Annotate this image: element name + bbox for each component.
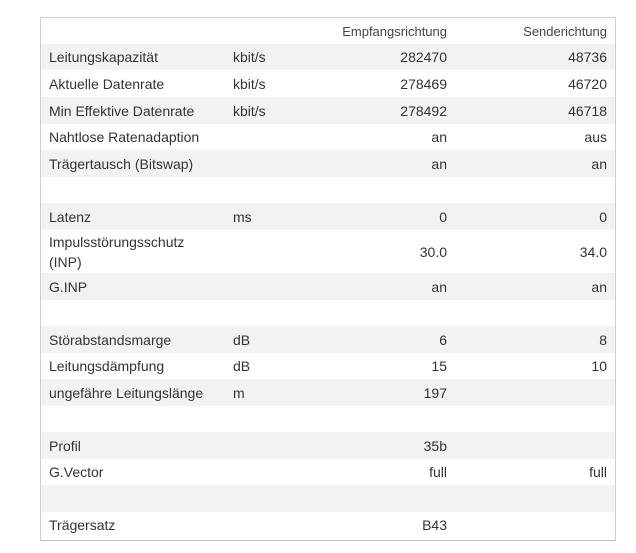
row-label: Impulsstörungsschutz (INP) (41, 230, 225, 273)
row-label: Trägertausch (Bitswap) (41, 150, 225, 177)
row-downstream-value (315, 406, 455, 432)
row-label: Profil (41, 432, 225, 459)
row-unit (225, 273, 315, 300)
row-unit (225, 300, 315, 326)
table-row (41, 44, 615, 70)
row-upstream-value (455, 512, 615, 538)
column-header-downstream: Empfangsrichtung (315, 18, 455, 44)
row-unit (225, 150, 315, 177)
table-row (41, 512, 615, 538)
row-unit: kbit/s (225, 70, 315, 97)
row-upstream-value: full (455, 459, 615, 485)
row-upstream-value (455, 406, 615, 432)
row-downstream-value: 278492 (315, 97, 455, 124)
row-upstream-value: 34.0 (455, 230, 615, 273)
row-unit (225, 230, 315, 273)
table-spacer-row (41, 485, 615, 512)
row-downstream-value: an (315, 150, 455, 177)
row-unit (225, 512, 315, 538)
row-unit: dB (225, 353, 315, 379)
row-downstream-value: full (315, 459, 455, 485)
row-upstream-value (455, 177, 615, 203)
row-downstream-value: 282470 (315, 44, 455, 70)
dsl-stats-table (41, 18, 615, 538)
row-unit (225, 432, 315, 459)
row-unit: m (225, 379, 315, 406)
table-row (41, 203, 615, 230)
row-upstream-value: 0 (455, 203, 615, 230)
row-upstream-value (455, 379, 615, 406)
table-spacer-row (41, 406, 615, 432)
row-upstream-value: an (455, 150, 615, 177)
row-downstream-value: 15 (315, 353, 455, 379)
row-downstream-value (315, 485, 455, 512)
row-unit: dB (225, 326, 315, 353)
row-upstream-value (455, 432, 615, 459)
table-header-row (41, 18, 615, 44)
row-label: Min Effektive Datenrate (41, 97, 225, 124)
table-row (41, 432, 615, 459)
row-downstream-value (315, 300, 455, 326)
row-unit (225, 406, 315, 432)
table-spacer-row (41, 300, 615, 326)
column-header-unit (225, 18, 315, 44)
table-row (41, 326, 615, 353)
row-upstream-value: 8 (455, 326, 615, 353)
row-downstream-value: 197 (315, 379, 455, 406)
row-unit: ms (225, 203, 315, 230)
row-label: G.INP (41, 273, 225, 300)
row-upstream-value: 46720 (455, 70, 615, 97)
table-row (41, 230, 615, 273)
column-header-label (41, 18, 225, 44)
row-label (41, 177, 225, 203)
table-row (41, 379, 615, 406)
row-unit (225, 124, 315, 150)
table-row (41, 150, 615, 177)
row-upstream-value: 10 (455, 353, 615, 379)
row-downstream-value: 6 (315, 326, 455, 353)
row-downstream-value: B43 (315, 512, 455, 538)
row-unit: kbit/s (225, 44, 315, 70)
row-upstream-value: 48736 (455, 44, 615, 70)
row-downstream-value: an (315, 124, 455, 150)
column-header-upstream: Senderichtung (455, 18, 615, 44)
row-label (41, 485, 225, 512)
dsl-line-info-panel (40, 17, 616, 541)
row-downstream-value: 30.0 (315, 230, 455, 273)
row-downstream-value: 0 (315, 203, 455, 230)
row-downstream-value: an (315, 273, 455, 300)
row-unit (225, 177, 315, 203)
row-upstream-value (455, 485, 615, 512)
table-spacer-row (41, 177, 615, 203)
row-downstream-value: 278469 (315, 70, 455, 97)
row-label: Latenz (41, 203, 225, 230)
row-label (41, 300, 225, 326)
table-row (41, 273, 615, 300)
table-row (41, 70, 615, 97)
row-upstream-value (455, 300, 615, 326)
row-unit (225, 459, 315, 485)
row-upstream-value: aus (455, 124, 615, 150)
row-label: Trägersatz (41, 512, 225, 538)
row-downstream-value (315, 177, 455, 203)
row-upstream-value: 46718 (455, 97, 615, 124)
row-label: Störabstandsmarge (41, 326, 225, 353)
table-row (41, 459, 615, 485)
table-row (41, 97, 615, 124)
row-upstream-value: an (455, 273, 615, 300)
row-label: Nahtlose Ratenadaption (41, 124, 225, 150)
row-label: ungefähre Leitungslänge (41, 379, 225, 406)
row-label (41, 406, 225, 432)
row-downstream-value: 35b (315, 432, 455, 459)
row-label: Aktuelle Datenrate (41, 70, 225, 97)
row-label: Leitungskapazität (41, 44, 225, 70)
row-label: Leitungsdämpfung (41, 353, 225, 379)
row-unit (225, 485, 315, 512)
row-unit: kbit/s (225, 97, 315, 124)
row-label: G.Vector (41, 459, 225, 485)
table-row (41, 124, 615, 150)
table-row (41, 353, 615, 379)
